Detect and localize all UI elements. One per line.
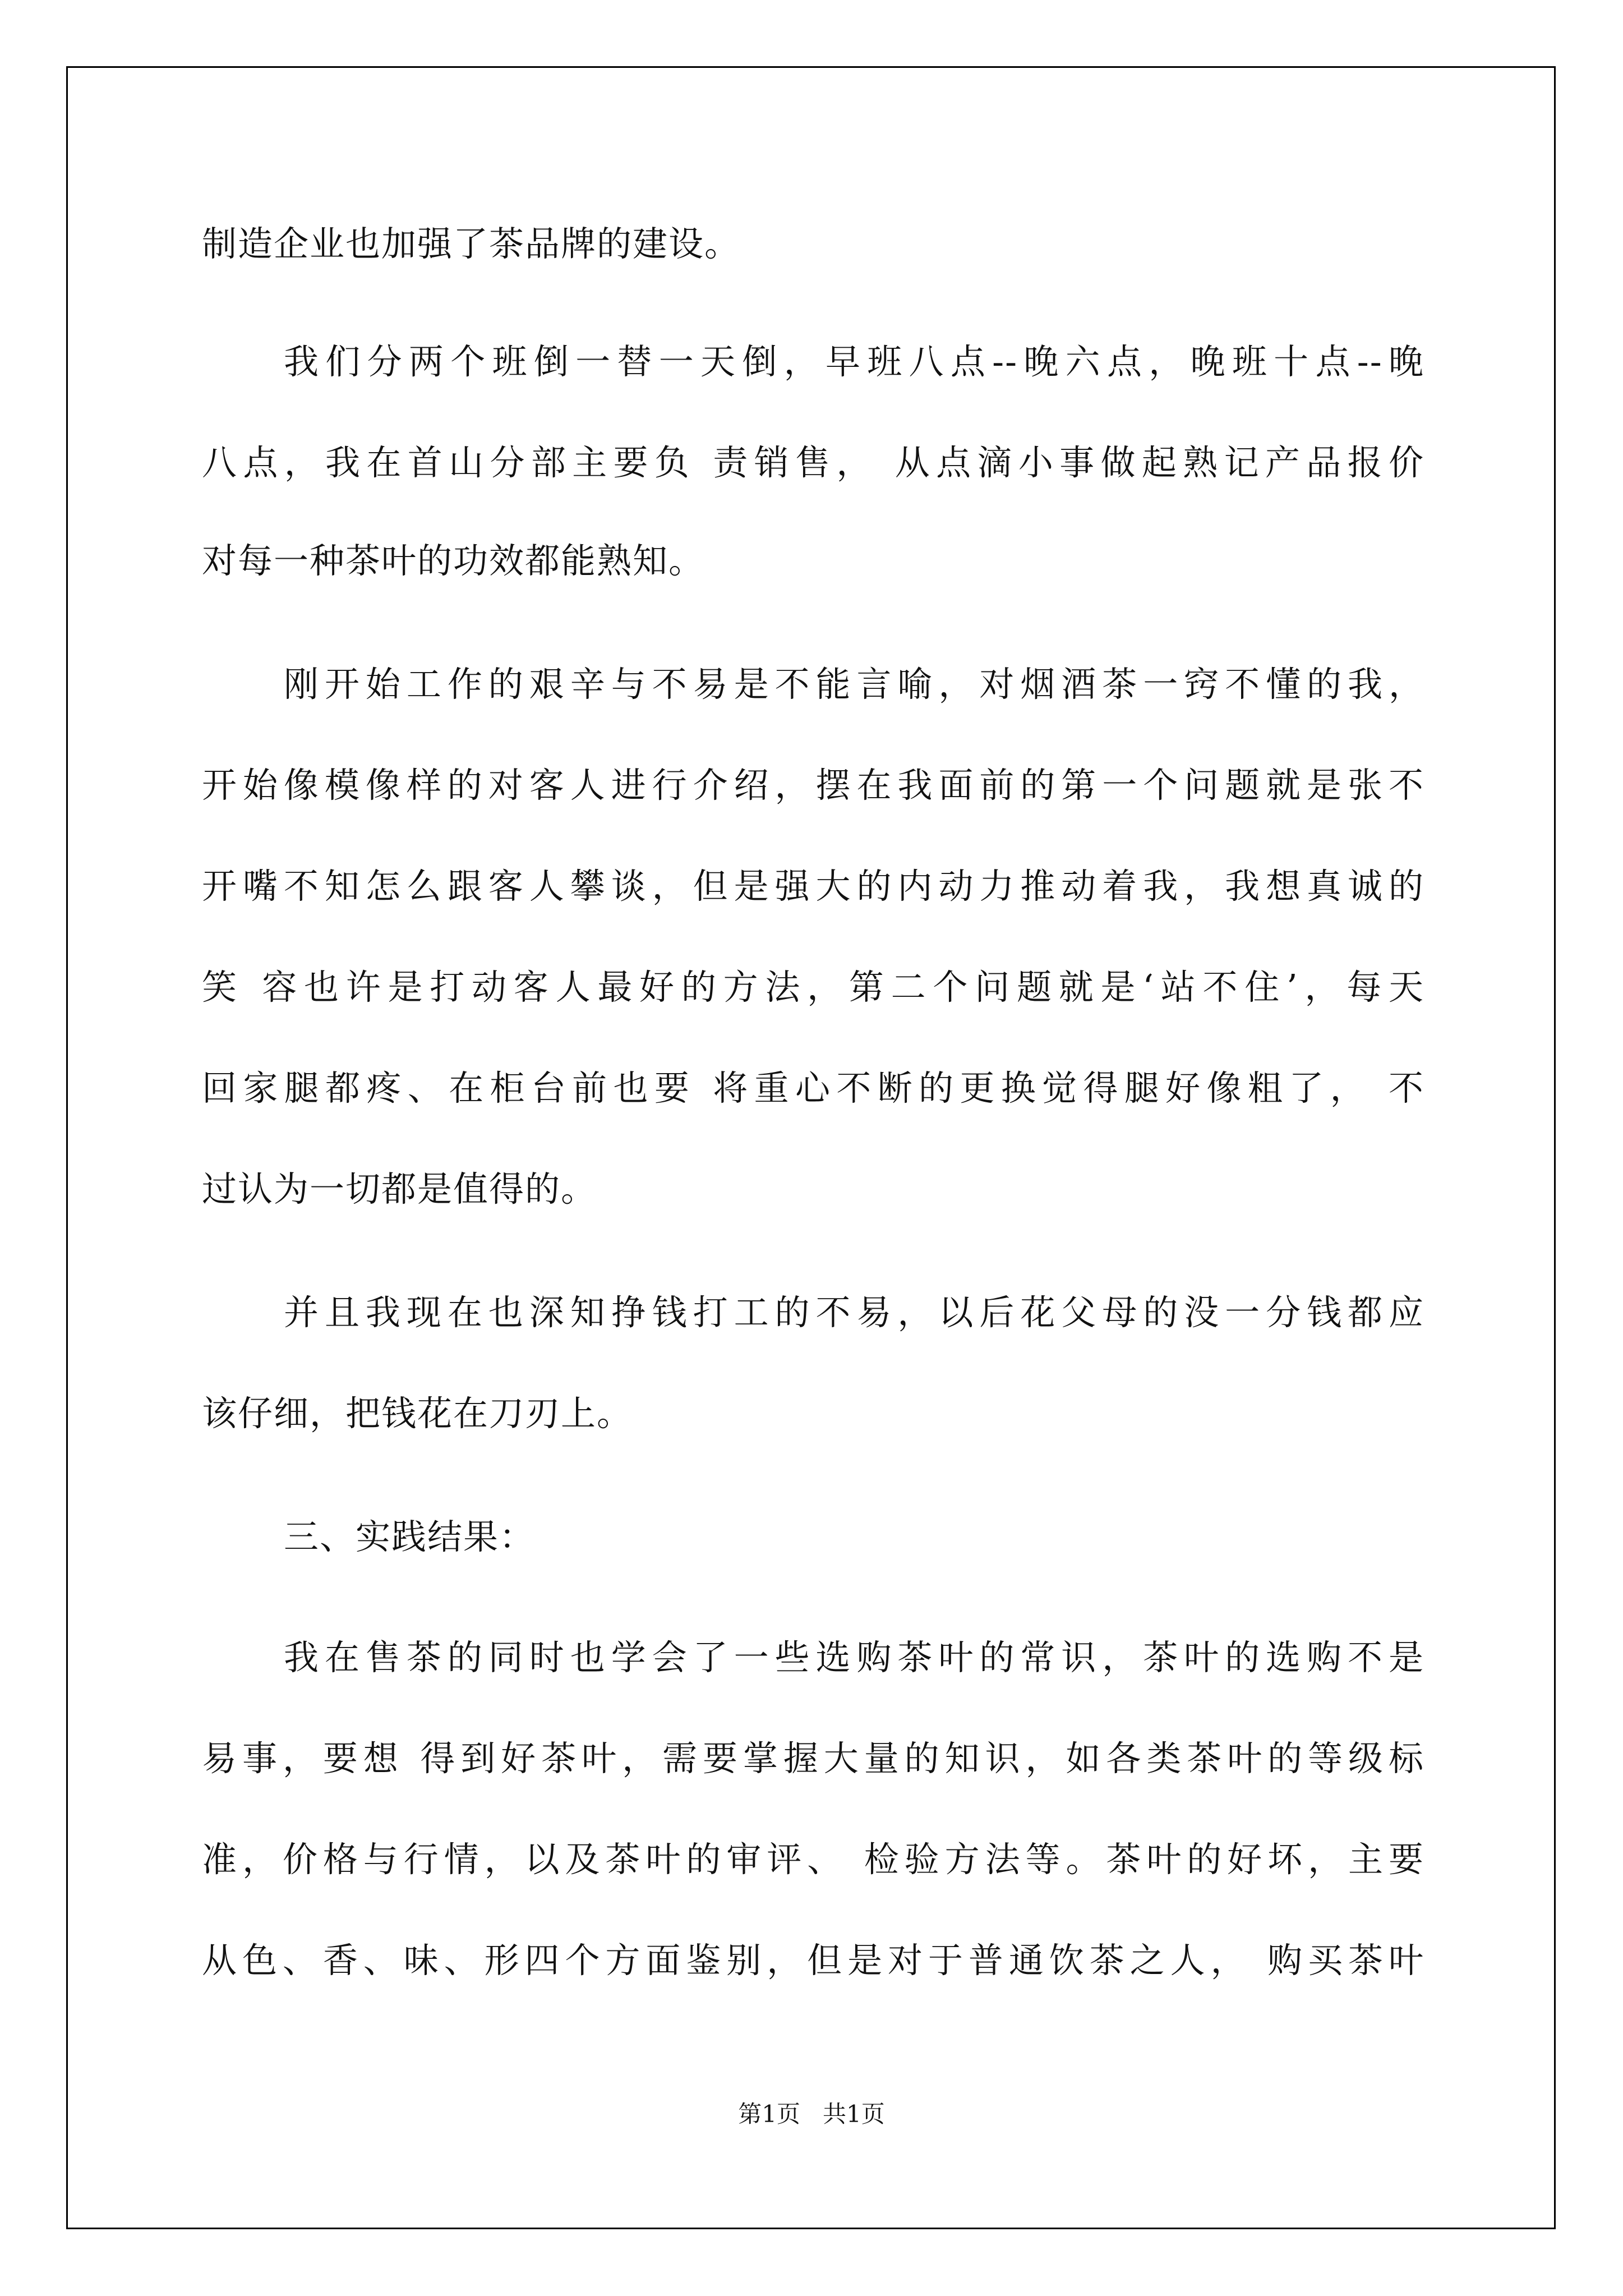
text-line: 我们分两个班倒一替一天倒，早班八点--晚六点，晚班十点--晚 <box>284 341 1424 382</box>
text-line: 刚开始工作的艰辛与不易是不能言喻，对烟酒茶一窍不懂的我， <box>284 664 1424 705</box>
text-line: 从色、香、味、形四个方面鉴别，但是对于普通饮茶之人， 购买茶叶 <box>202 1940 1424 1981</box>
text-line: 我在售茶的同时也学会了一些选购茶叶的常识，茶叶的选购不是 <box>284 1637 1424 1678</box>
text-line: 该仔细，把钱花在刀刃上。 <box>202 1393 633 1434</box>
text-line: 开嘴不知怎么跟客人攀谈，但是强大的内动力推动着我，我想真诚的 <box>202 866 1424 907</box>
page-border <box>66 66 1556 2229</box>
text-line: 八点，我在首山分部主要负 责销售， 从点滴小事做起熟记产品报价 <box>202 442 1424 483</box>
text-line: 易事，要想 得到好茶叶，需要掌握大量的知识，如各类茶叶的等级标 <box>202 1738 1424 1779</box>
text-line: 笑 容也许是打动客人最好的方法，第二个问题就是‘站不住’，每天 <box>202 967 1424 1007</box>
text-line: 过认为一切都是值得的。 <box>202 1168 597 1209</box>
text-line: 准，价格与行情，以及茶叶的审评、 检验方法等。茶叶的好坏，主要 <box>202 1839 1424 1880</box>
section-heading: 三、实践结果： <box>284 1516 536 1557</box>
page-number-footer: 第1页 共1页 <box>738 2100 885 2128</box>
text-line: 回家腿都疼、在柜台前也要 将重心不断的更换觉得腿好像粗了， 不 <box>202 1068 1424 1108</box>
text-line: 对每一种茶叶的功效都能熟知。 <box>202 540 705 581</box>
text-line: 制造企业也加强了茶品牌的建设。 <box>202 223 741 264</box>
text-line: 开始像模像样的对客人进行介绍，摆在我面前的第一个问题就是张不 <box>202 765 1424 806</box>
text-line: 并且我现在也深知挣钱打工的不易，以后花父母的没一分钱都应 <box>284 1292 1424 1333</box>
